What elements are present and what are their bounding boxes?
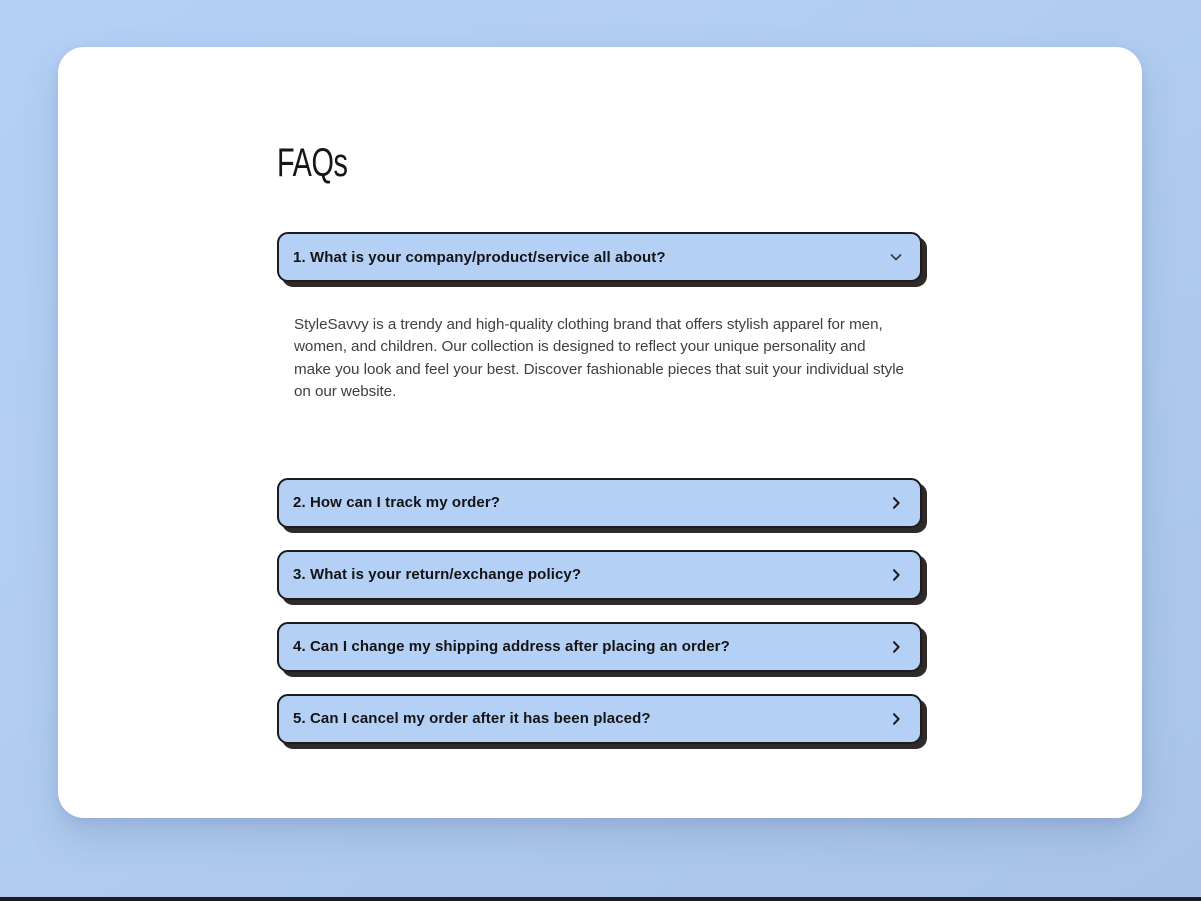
faq-header-2[interactable] xyxy=(277,478,922,528)
faq-header-3[interactable] xyxy=(277,550,922,600)
chevron-down-icon[interactable] xyxy=(888,249,904,265)
faq-item xyxy=(277,550,927,600)
faq-header-5[interactable] xyxy=(277,694,922,744)
answer-spacer xyxy=(277,404,927,478)
chevron-right-icon[interactable] xyxy=(888,711,904,727)
faq-header-1[interactable] xyxy=(277,232,922,282)
faq-item xyxy=(277,478,927,528)
faq-question-label: 3. What is your return/exchange policy? xyxy=(293,566,582,584)
faq-content xyxy=(277,142,947,766)
faq-item xyxy=(277,694,927,744)
chevron-right-icon[interactable] xyxy=(888,495,904,511)
faq-header-4[interactable] xyxy=(277,622,922,672)
chevron-right-icon[interactable] xyxy=(888,639,904,655)
faq-question-label: 2. How can I track my order? xyxy=(293,494,501,512)
faq-item xyxy=(277,622,927,672)
faq-question-label: 1. What is your company/product/service all about? xyxy=(293,248,666,266)
faq-accordion-list xyxy=(277,232,927,744)
faq-answer-text: StyleSavvy is a trendy and high-quality clothing brand that offers stylish apparel for men, women, and children. Our collection is designed to reflect your unique personality and make you look and feel your best. Discover fashionable pieces that suit your individual style on our website. xyxy=(294,316,904,401)
page-title: FAQs xyxy=(277,141,348,185)
faq-question-label: 4. Can I change my shipping address after placing an order? xyxy=(293,638,730,656)
page-bottom-rule xyxy=(0,897,1201,901)
chevron-right-icon[interactable] xyxy=(888,567,904,583)
faq-question-label: 5. Can I cancel my order after it has been placed? xyxy=(293,710,651,728)
faq-card xyxy=(58,47,1142,818)
faq-item xyxy=(277,232,927,478)
